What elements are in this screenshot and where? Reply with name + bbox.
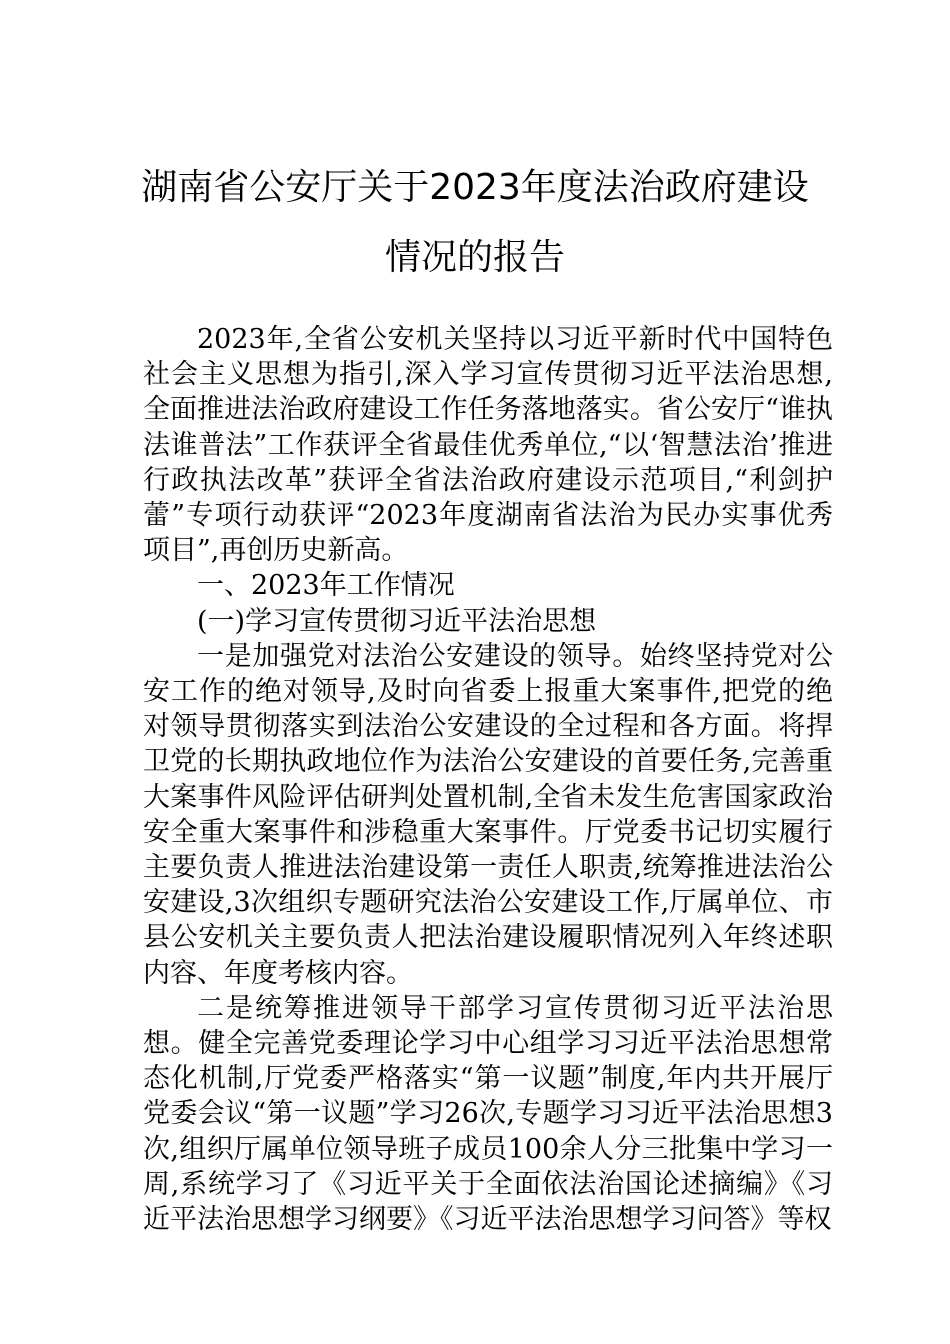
document-title-line-2: 情况的报告 <box>384 237 565 278</box>
body-paragraph-1: 一是加强党对法治公安建设的领导。始终坚持党对公安工作的绝对领导,及时向省委上报重大案事件,把党的绝对领导贯彻落实到法治公安建设的全过程和各方面。将捍卫党的长期执政地位作为法治公安建设的首要任务,完善重大案事件风险评估研判处置机制,全省未发生危害国家政治安全重大案事件和涉稳重大案事件。厅党委书记切实履行主要负责人推进法治建设第一责任人职责,统筹推进法治公安建设,3次组织专题研究法治公安建设工作,厅属单位、市县公安机关主要负责人把法治建设履职情况列入年终述职内容、年度考核内容。 <box>143 640 833 989</box>
body-paragraph-2: 二是统筹推进领导干部学习宣传贯彻习近平法治思想。健全完善党委理论学习中心组学习习近平法治思想常态化机制,厅党委严格落实“第一议题”制度,年内共开展厅党委会议“第一议题”学习26次,专题学习习近平法治思想3次,组织厅属单位领导班子成员100余人分三批集中学习一周,系统学习了《习近平关于全面依法治国论述摘编》《习近平法治思想学习纲要》《习近平法治思想学习问答》等权 <box>143 992 833 1236</box>
document-body <box>143 322 833 1237</box>
intro-paragraph: 2023年,全省公安机关坚持以习近平新时代中国特色社会主义思想为指引,深入学习宣传贯彻习近平法治思想,全面推进法治政府建设工作任务落地落实。省公安厅“谁执法谁普法”工作获评全省最佳优秀单位,“以‘智慧法治’推进行政执法改革”获评全省法治政府建设示范项目,“利剑护蕾”专项行动获评“2023年度湖南省法治为民办实事优秀项目”,再创历史新高。 <box>143 324 833 567</box>
document-title-line-1: 湖南省公安厅关于2023年度法治政府建设 <box>141 167 809 208</box>
section-heading: 一、2023年工作情况 <box>197 570 455 602</box>
subsection-heading: (一)学习宣传贯彻习近平法治思想 <box>197 605 597 637</box>
